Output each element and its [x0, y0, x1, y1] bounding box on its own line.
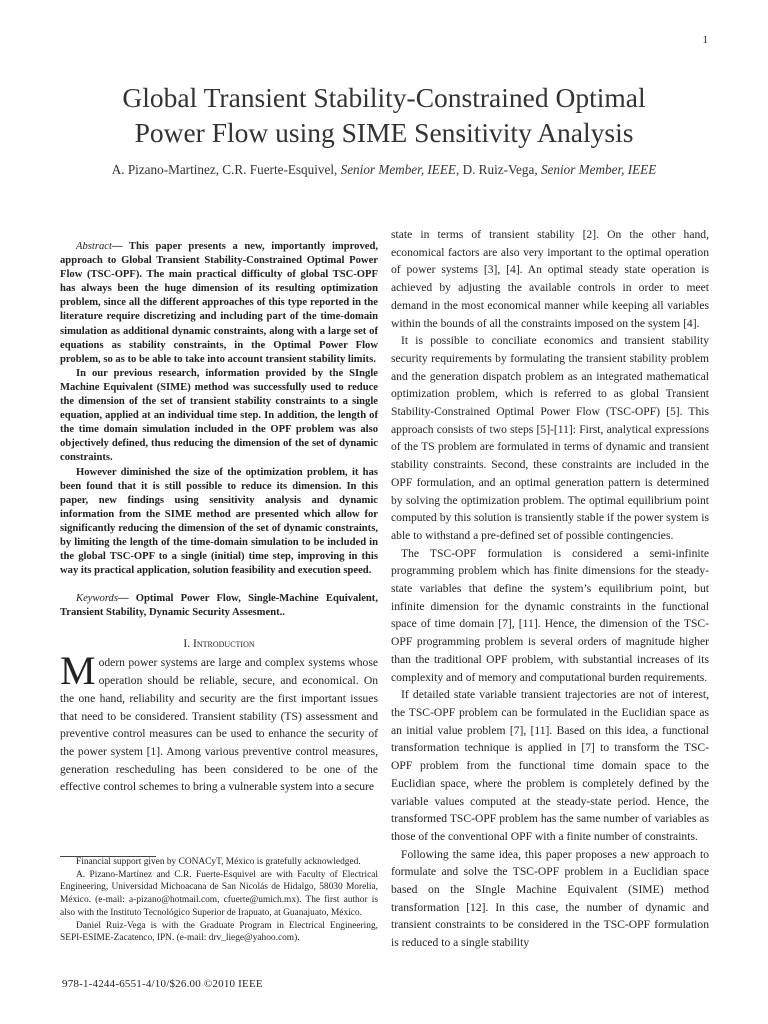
keywords: [60, 592, 378, 620]
page-number: 1: [702, 34, 708, 46]
left-column: [60, 240, 378, 796]
paper-title: [50, 80, 718, 150]
body-paragraph-4: If detailed state variable transient trajectories are not of interest, the TSC-OPF problem can be formulated in the Euclidian space as an initial value problem [7], [11]. Based on this idea, a functional transformation technique is applied in [7] to transform the TSC-OPF problem from the functional time domain space to the Euclidian space, where the problem is completely defined by the variable values computed at the steady-state period. Hence, the transformed TSC-OPF problem has the same number of variables as those of the conventional OPF with a finite number of constraints.: [391, 688, 709, 843]
copyright-notice: 978-1-4244-6551-4/10/$26.00 ©2010 IEEE: [62, 978, 263, 990]
abstract-paragraph-2: In our previous research, information provided by the SIngle Machine Equivalent (SIME) method was successfully used to reduce the dimension of the set of transient stability constraints to a single equation, applied at an individual time step. In addition, the length of the time domain simulation included in the OPF problem was also objectively defined, thus reducing the dimension of the set of dynamic constraints.: [60, 367, 378, 464]
abstract-text-1: — This paper presents a new, importantly improved, approach to Global Transient Stability-Constrained Optimal Power Flow (TSC-OPF). The main practical difficulty of global TSC-OPF has always been the huge dimension of its resulting optimization problem, since all the different approaches of this type reported in the literature require discretizing and including part of the time-domain simulation as additional dynamic constraints, along with a large set of equations as stability constraints, in the Optimal Power Flow problem, so as to be able to take into account transient stability limits.: [60, 241, 378, 365]
author-affiliation-1: Senior Member, IEEE: [340, 162, 456, 177]
author-names-1: A. Pizano-Martinez, C.R. Fuerte-Esquivel,: [111, 162, 341, 177]
introduction-paragraph-1: [60, 648, 378, 796]
title-line-1: Global Transient Stability-Constrained Optimal: [122, 82, 646, 113]
footnote-3: Daniel Ruiz-Vega is with the Graduate Program in Electrical Engineering, SEPI-ESIME-Zacatenco, IPN. (e-mail: drv_liege@yahoo.com).: [60, 920, 378, 944]
abstract-label: Abstract: [76, 241, 112, 252]
footnotes: [60, 854, 378, 945]
body-paragraph-3: The TSC-OPF formulation is considered a semi-infinite programming problem which has finite dimensions for the steady-state variables that define the system’s equilibrium point, but infinite dimension for the dynamic constraints in the functional space of time domain [7], [11]. Hence, the dimension of the TSC-OPF programming problem is several orders of magnitude higher than the traditional OPF problem, with substantial increases of its complexity and of memory and computational burden requirements.: [391, 546, 709, 684]
drop-cap: M: [60, 648, 96, 694]
abstract-paragraph-3: However diminished the size of the optimization problem, it has been found that it is still possible to reduce its dimension. In this paper, new findings using sensitivity analysis and dynamic information from the SIME method are presented which allow for significantly reducing the dimension of the set of dynamic constraints, by limiting the length of the time-domain simulation to be included in the global TSC-OPF to a single (initial) time step, improving in this way its practical application, solution feasibility and execution speed.: [60, 466, 378, 577]
keywords-label: Keywords: [76, 593, 118, 605]
section-heading-introduction: I. Introduction: [183, 637, 255, 651]
title-line-2: Power Flow using SIME Sensitivity Analysis: [134, 117, 634, 148]
author-list: [40, 162, 728, 178]
body-paragraph-5: Following the same idea, this paper proposes a new approach to formulate and solve the TSC-OPF problem in a Euclidian space based on the SIngle Machine Equivalent (SIME) method transformation [12]. In this case, the number of dynamic and transient constraints to be considered in the TSC-OPF formulation is reduced to a single stability: [391, 847, 709, 950]
footnote-1: Financial support given by CONACyT, México is gratefully acknowledged.: [76, 857, 361, 867]
keywords-text: — Optimal Power Flow, Single-Machine Equivalent, Transient Stability, Dynamic Security Assesment..: [60, 593, 378, 619]
author-affiliation-2: Senior Member, IEEE: [540, 162, 657, 177]
abstract-paragraph-1: [60, 240, 378, 367]
introduction-text-1: odern power systems are large and complex systems whose operation should be reliable, secure, and economical. On the one hand, reliability and security are the first important issues that need to be considered. Transient stability (TS) assessment and preventive control measures can be used to enhance the security of the power system [1]. Among various preventive control measures, generation rescheduling has been considered to be one of the effective control schemes to bring a vulnerable system into a secure: [60, 656, 378, 794]
footnote-2: A. Pizano-Martínez and C.R. Fuerte-Esquivel are with Faculty of Electrical Engineering, Universidad Michoacana de San Nicolás de Hidalgo, 58030 Morelia, México. (e-mail: a-pizano@hotmail.com, cfuerte@umich.mx). The first author is also with the Instituto Tecnológico Superior de Irapuato, at Guanajuato, México.: [60, 869, 378, 918]
right-column: [391, 226, 709, 952]
body-paragraph-1: state in terms of transient stability [2]. On the other hand, economical factors are also very important to the optimal operation of power systems [3], [4]. An optimal steady state operation is achieved by adjusting the available controls in order to meet demand in the most economical manner while keeping all variables within the bounds of all the constraints imposed on the system [4].: [391, 228, 709, 330]
body-paragraph-2: It is possible to conciliate economics and transient stability security requirements by formulating the transient stability problem and the generation dispatch problem as an integrated mathematical optimization problem, which is referred to as global Transient Stability-Constrained Optimal Power Flow (TSC-OPF) [5]. This approach consists of two steps [5]-[11]: First, analytical expressions of the TS problem are formulated in terms of dynamic and transient stability constraints. Second, these constraints are included in the OPF formulation, and an optimal generation pattern is determined by solving the optimization problem. The optimal equilibrium point computed by this solution is transiently stable if the power system is able to withstand a pre-defined set of possible contingencies.: [391, 334, 709, 542]
author-names-2: , D. Ruiz-Vega,: [455, 162, 541, 177]
